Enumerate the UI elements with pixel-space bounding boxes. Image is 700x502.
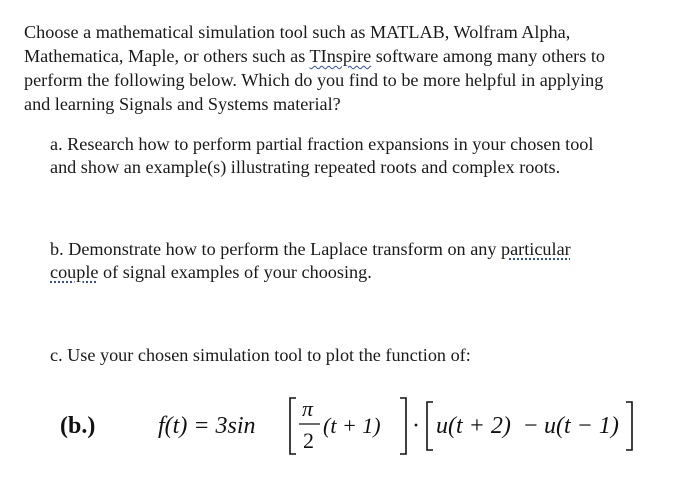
part-c-question [50,344,680,367]
grammar-underlined-word[interactable]: particular [501,239,571,259]
part-b-line-2 [50,261,680,284]
intro-line-3: perform the following below. Which do you find to be more helpful in applying [24,70,604,90]
fraction-denominator: 2 [303,428,314,453]
intro-line-2-end: software among many others to [371,46,606,66]
formula-svg [0,388,700,468]
formula-block [0,388,700,468]
intro-line-4: and learning Signals and Systems material? [24,94,341,114]
intro-line-2 [24,44,676,68]
part-b-line-1-start: b. Demonstrate how to perform the Laplace transform on any [50,239,502,259]
formula-label: (b.) [60,413,96,439]
part-a-question [50,133,680,179]
part-c-line-1: c. Use your chosen simulation tool to plot the function of: [50,345,471,365]
part-a-line-2: and show an example(s) illustrating repeated roots and complex roots. [50,157,561,177]
right-bracket-large [400,398,406,454]
intro-line-1: Choose a mathematical simulation tool such as MATLAB, Wolfram Alpha, [24,22,571,42]
step-function-1: u(t + 2) [436,413,511,439]
part-a-line-1: a. Research how to perform partial fraction expansions in your chosen tool [50,134,594,154]
intro-paragraph [24,20,676,116]
left-bracket-step [427,402,433,450]
formula-lhs: f(t) = 3sin [158,413,256,439]
part-b-line-2-end: of signal examples of your choosing. [98,262,372,282]
left-bracket-large [290,398,296,454]
fraction-numerator: π [302,396,314,421]
intro-line-2-start: Mathematica, Maple, or others such as [24,46,310,66]
step-function-2: u(t − 1) [544,413,619,439]
part-b-line-1 [50,238,680,261]
sin-argument: (t + 1) [323,413,381,438]
minus-sign: − [524,413,538,439]
multiplication-dot: · [412,413,420,439]
grammar-underlined-word-2[interactable]: couple [50,262,99,282]
spellcheck-underlined-word[interactable]: TInspire [309,46,372,66]
part-b-question [50,238,680,284]
right-bracket-step [626,402,632,450]
